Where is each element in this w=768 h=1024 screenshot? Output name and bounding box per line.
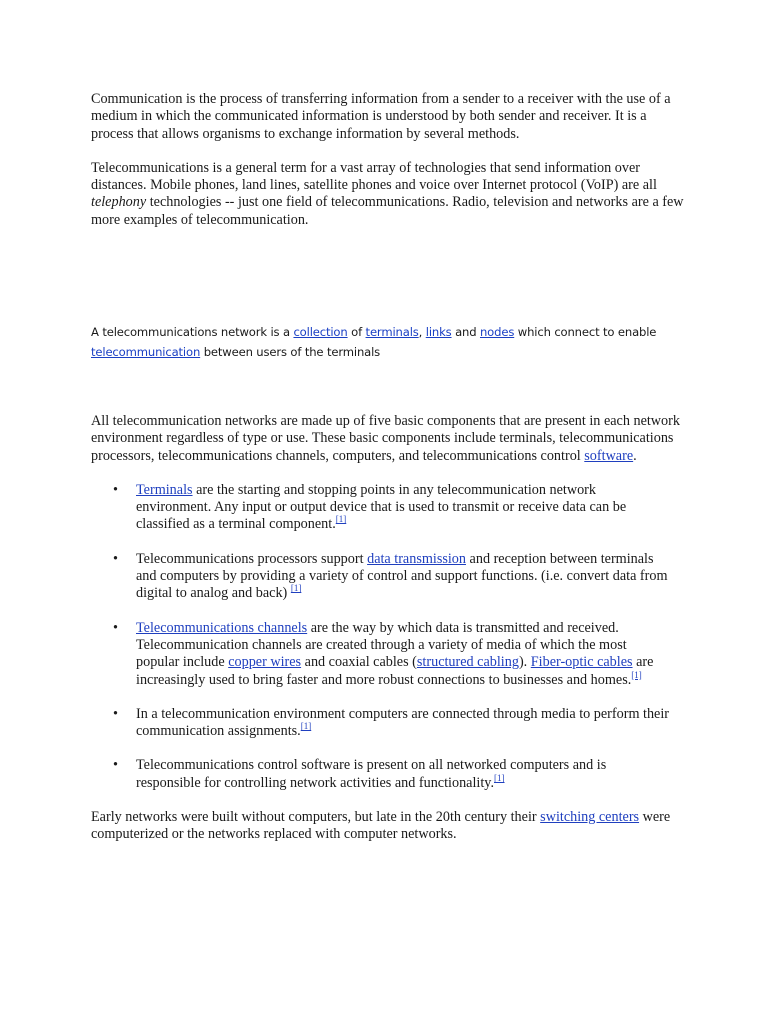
link-links[interactable]: links (425, 325, 452, 339)
link-data-transmission[interactable]: data transmission (367, 550, 466, 567)
text-span: and (451, 325, 480, 339)
paragraph-telecommunications (91, 160, 691, 229)
text-span: Telecommunications control software is present on all networked computers and is responsible for controlling network activities and functionality. (136, 757, 607, 791)
citation-link[interactable]: [1] (335, 514, 347, 525)
text-span: which connect to enable (514, 325, 657, 339)
link-software[interactable]: software (584, 447, 634, 464)
bullet-icon: • (113, 481, 118, 498)
link-collection[interactable]: collection (293, 325, 348, 339)
text-span: Telecommunications processors support (136, 550, 368, 567)
text-span: are the way by which data is transmitted and received. Telecommunication channels are created through a variety of media of which the most popular include (136, 619, 627, 671)
citation-link[interactable]: [1] (290, 583, 302, 594)
link-telecommunications-channels[interactable]: Telecommunications channels (136, 619, 308, 636)
text-span: were computerized or the networks replaced with computer networks. (91, 809, 671, 843)
bullet-icon: • (113, 757, 118, 774)
network-definition (91, 323, 691, 362)
citation-link[interactable]: [1] (494, 772, 505, 783)
citation-link[interactable]: [1] (631, 669, 642, 680)
text-span: In a telecommunication environment computers are connected through media to perform their communication assignments. (136, 705, 670, 740)
text-span: ). (518, 654, 531, 671)
paragraph-components (91, 413, 691, 465)
link-switching-centers[interactable]: switching centers (540, 809, 640, 826)
link-nodes[interactable]: nodes (479, 325, 515, 339)
text-span: between users of the terminals (200, 344, 381, 359)
text-span: are the starting and stopping points in any telecommunication network environment. Any input or output device that is used to transmit or receive data can be classified as a terminal component. (136, 481, 627, 533)
paragraph-communication: Communication is the process of transferring information from a sender to a receiver with the use of a medium in which the communicated information is understood by both sender and receiver. It is a process that allows organisms to exchange information by several methods. (91, 91, 671, 142)
text-span: technologies -- just one field of telecommunications. Radio, television and networks are a few more examples of telecommunication. (91, 194, 684, 228)
link-terminals-item[interactable]: Terminals (136, 481, 193, 498)
text-span: and coaxial cables ( (301, 654, 417, 671)
text-span: . (633, 447, 637, 464)
bullet-icon: • (113, 619, 118, 636)
list-item-computers (91, 706, 671, 741)
bullet-icon: • (113, 550, 118, 567)
intro-section (91, 91, 691, 229)
components-section (91, 413, 691, 844)
list-item-channels (91, 620, 671, 689)
text-span: of (347, 325, 366, 339)
text-span: A telecommunications network is a (91, 325, 294, 339)
text-span: All telecommunication networks are made up of five basic components that are present in each network environment regardless of type or use. These basic components include terminals, telecommunications processors, telecommunications channels, computers, and telecommunications control (91, 413, 680, 464)
paragraph-early-networks (91, 809, 691, 844)
emphasis-telephony: telephony (91, 194, 147, 211)
link-copper-wires[interactable]: copper wires (228, 654, 302, 671)
text-span: Early networks were built without computers, but late in the 20th century their (91, 809, 541, 826)
text-span: and reception between terminals and computers by providing a variety of control and support functions. (i.e. convert data from digital to analog and back) (136, 550, 668, 602)
list-item-terminals (91, 482, 671, 534)
link-terminals[interactable]: terminals (365, 325, 419, 339)
list-item-control-software (91, 757, 671, 792)
link-telecommunication[interactable]: telecommunication (91, 344, 201, 359)
components-list (91, 482, 691, 792)
text-span: Telecommunications is a general term for a vast array of technologies that send information over distances. Mobile phones, land lines, satellite phones and voice over Internet protocol (VoIP) are all (91, 159, 657, 194)
citation-link[interactable]: [1] (300, 721, 312, 732)
list-item-processors (91, 551, 671, 603)
link-structured-cabling[interactable]: structured cabling (416, 654, 519, 671)
link-fiber-optic-cables[interactable]: Fiber-optic cables (530, 654, 633, 671)
text-span: , (418, 325, 426, 339)
text-span: are increasingly used to bring faster and more robust connections to businesses and homes. (136, 654, 654, 688)
bullet-icon: • (113, 705, 118, 722)
